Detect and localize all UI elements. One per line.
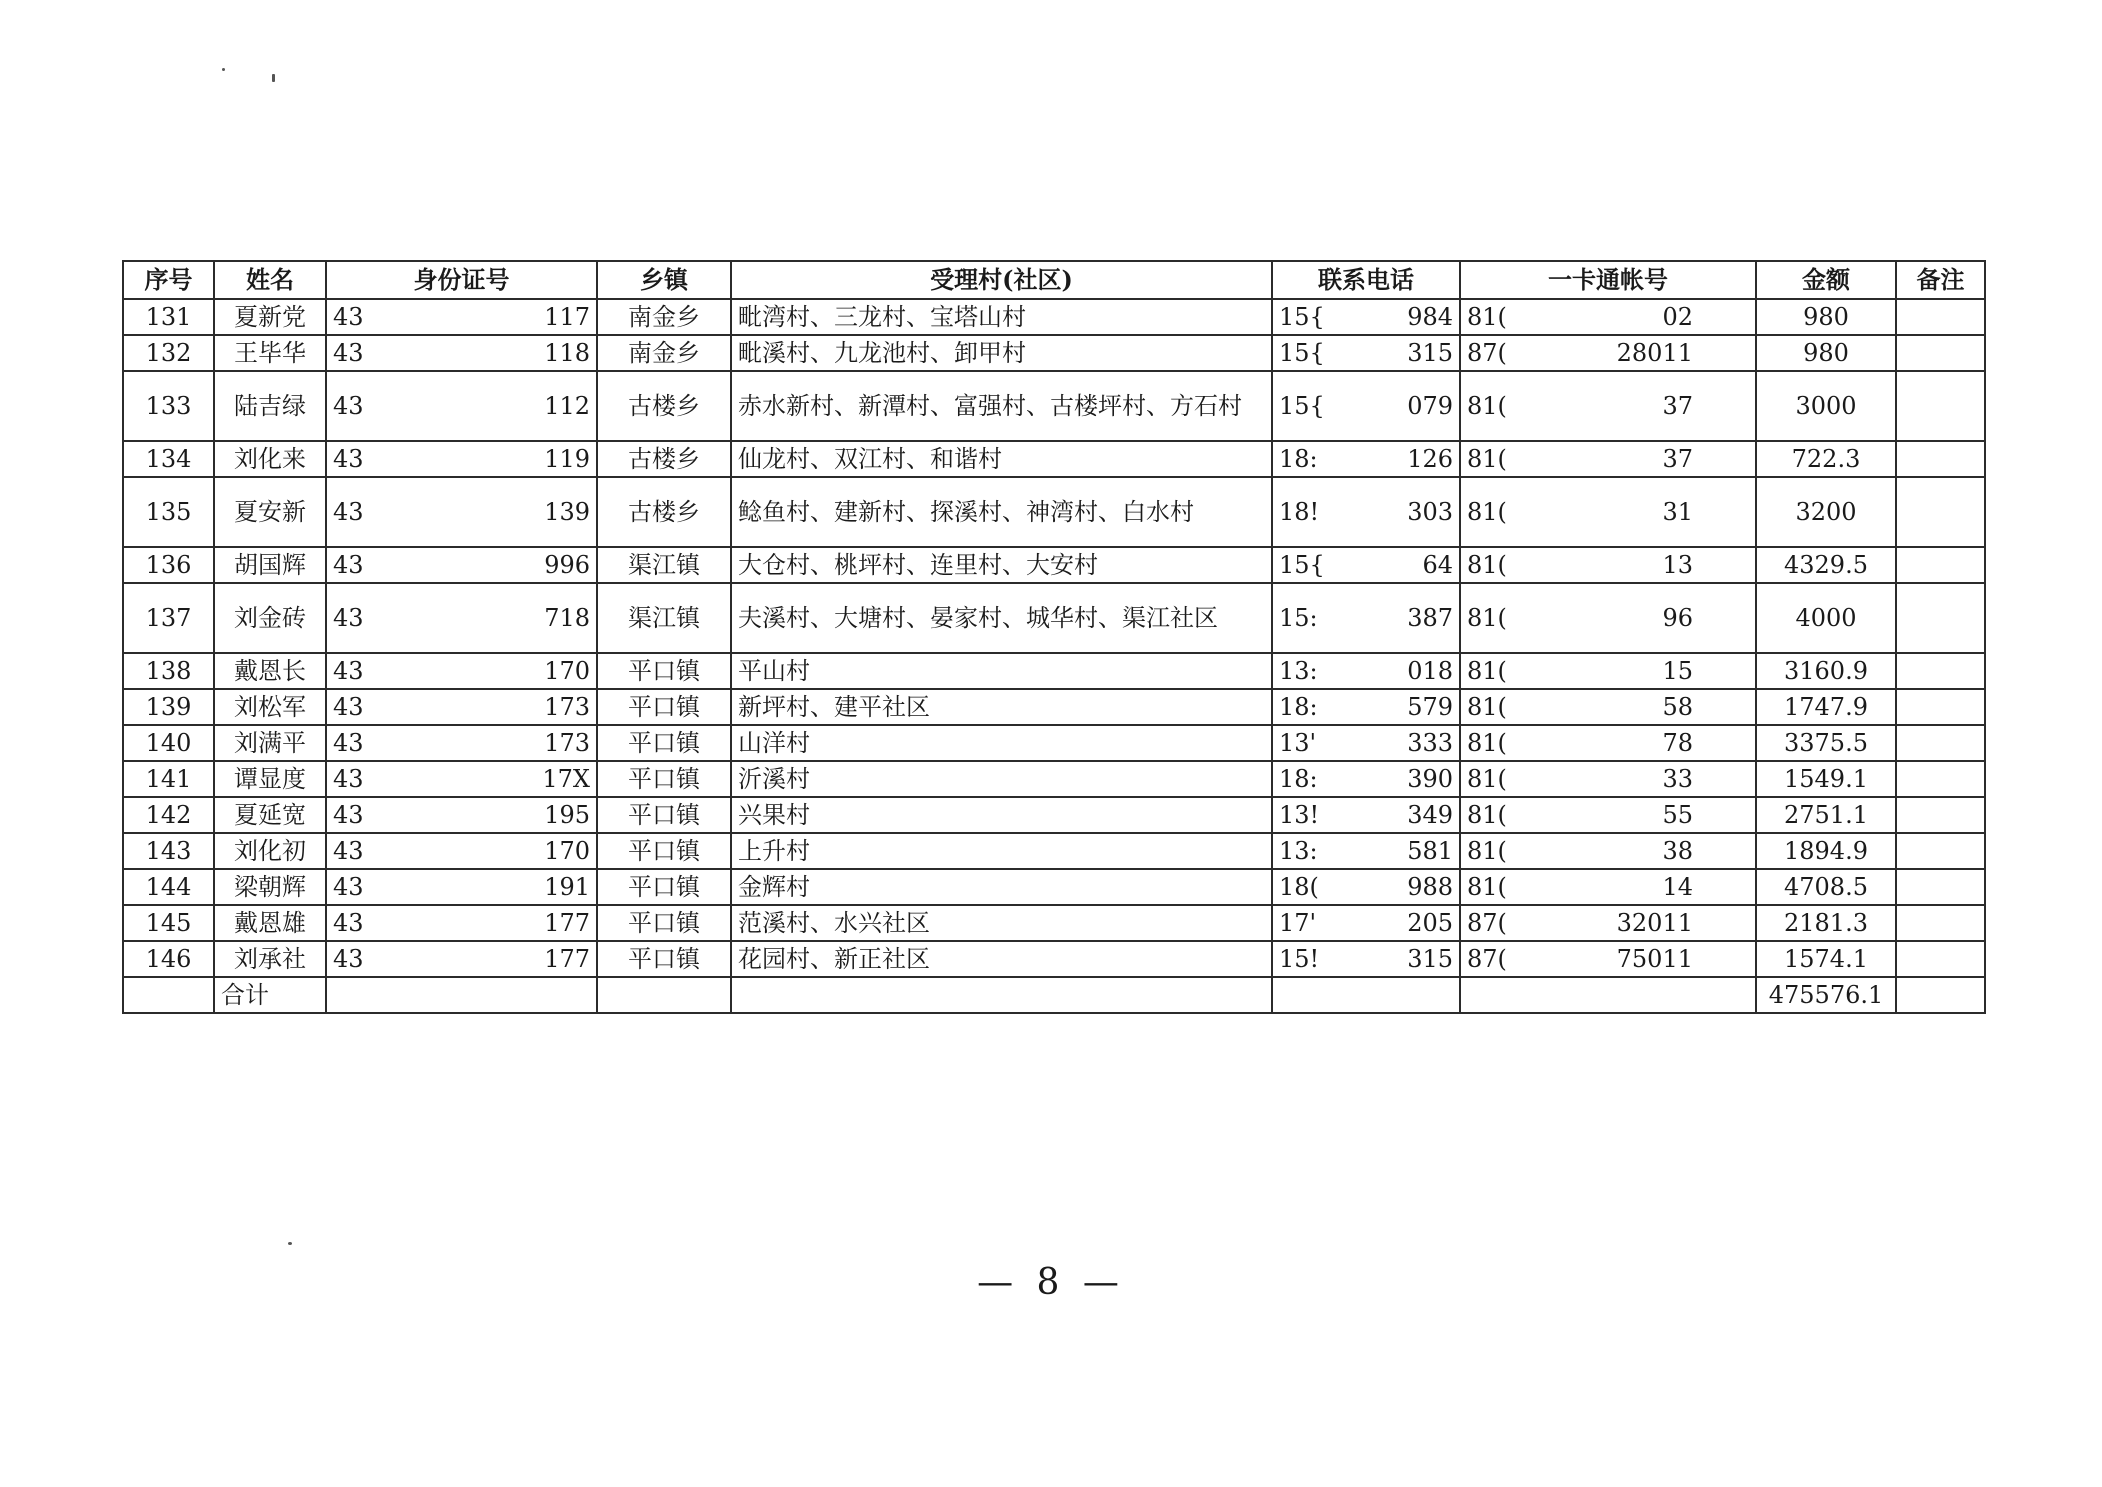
id-number-end: 17X [542,765,590,793]
header-row [123,261,1985,299]
cell-town: 古楼乡 [597,477,731,547]
cell-id-number [326,905,597,941]
cell-no: 136 [123,547,214,583]
cell-phone [1272,833,1460,869]
cell-account [1460,653,1756,689]
id-number-end: 195 [544,801,590,829]
cell-note [1896,335,1985,371]
phone-end: 315 [1407,339,1453,367]
cell-account [1460,689,1756,725]
table-row [123,905,1985,941]
cell-account [1460,905,1756,941]
cell-account [1460,797,1756,833]
cell-id-number [326,941,597,977]
cell-amount: 2181.3 [1756,905,1896,941]
account-start: 81( [1467,551,1507,579]
total-cell-empty [597,977,731,1013]
col-header-town: 乡镇 [597,261,731,299]
id-number-end: 170 [544,657,590,685]
total-cell-empty [1272,977,1460,1013]
cell-account [1460,583,1756,653]
cell-no: 144 [123,869,214,905]
id-number-start: 43 [333,392,364,420]
account-end: 28011 [1616,339,1693,367]
id-number-end: 112 [544,392,590,420]
cell-town: 古楼乡 [597,441,731,477]
table-row [123,797,1985,833]
cell-town: 平口镇 [597,869,731,905]
cell-name: 刘承社 [214,941,326,977]
cell-town: 南金乡 [597,335,731,371]
phone-start: 15{ [1279,339,1325,367]
cell-account [1460,299,1756,335]
cell-id-number [326,335,597,371]
cell-amount: 1894.9 [1756,833,1896,869]
cell-amount: 3375.5 [1756,725,1896,761]
cell-no: 143 [123,833,214,869]
cell-village: 上升村 [731,833,1272,869]
table-row [123,941,1985,977]
cell-no: 139 [123,689,214,725]
phone-end: 315 [1407,945,1453,973]
id-number-end: 117 [544,303,590,331]
cell-village: 毗溪村、九龙池村、卸甲村 [731,335,1272,371]
cell-no: 131 [123,299,214,335]
cell-id-number [326,477,597,547]
phone-end: 581 [1407,837,1453,865]
phone-end: 205 [1407,909,1453,937]
table-row [123,653,1985,689]
cell-town: 古楼乡 [597,371,731,441]
id-number-start: 43 [333,657,364,685]
phone-end: 126 [1407,445,1453,473]
phone-start: 18( [1279,873,1319,901]
cell-town: 平口镇 [597,689,731,725]
cell-no: 138 [123,653,214,689]
cell-town: 平口镇 [597,833,731,869]
account-start: 81( [1467,445,1507,473]
cell-name: 王毕华 [214,335,326,371]
cell-note [1896,761,1985,797]
cell-account [1460,441,1756,477]
col-header-village: 受理村(社区) [731,261,1272,299]
phone-start: 13' [1279,729,1317,757]
cell-no: 140 [123,725,214,761]
cell-phone [1272,441,1460,477]
id-number-start: 43 [333,303,364,331]
account-end: 02 [1662,303,1693,331]
phone-start: 18: [1279,693,1318,721]
cell-town: 平口镇 [597,941,731,977]
cell-id-number [326,761,597,797]
account-start: 87( [1467,339,1507,367]
cell-no: 134 [123,441,214,477]
col-header-phone: 联系电话 [1272,261,1460,299]
cell-amount: 3000 [1756,371,1896,441]
cell-town: 平口镇 [597,905,731,941]
cell-village: 范溪村、水兴社区 [731,905,1272,941]
cell-id-number [326,441,597,477]
total-cell-empty [123,977,214,1013]
phone-end: 390 [1407,765,1453,793]
col-header-amount: 金额 [1756,261,1896,299]
table-row [123,833,1985,869]
phone-start: 13: [1279,657,1318,685]
phone-start: 18! [1279,498,1320,526]
cell-amount: 1747.9 [1756,689,1896,725]
cell-phone [1272,689,1460,725]
cell-village: 沂溪村 [731,761,1272,797]
account-end: 14 [1662,873,1693,901]
account-end: 58 [1662,693,1693,721]
col-header-name: 姓名 [214,261,326,299]
cell-phone [1272,477,1460,547]
cell-amount: 2751.1 [1756,797,1896,833]
table-row [123,725,1985,761]
table-row [123,299,1985,335]
cell-amount: 3160.9 [1756,653,1896,689]
phone-end: 303 [1407,498,1453,526]
id-number-start: 43 [333,909,364,937]
cell-account [1460,725,1756,761]
phone-start: 15{ [1279,551,1325,579]
cell-no: 132 [123,335,214,371]
id-number-end: 119 [544,445,590,473]
table-row [123,441,1985,477]
cell-id-number [326,653,597,689]
account-start: 81( [1467,765,1507,793]
cell-name: 梁朝辉 [214,869,326,905]
cell-name: 戴恩雄 [214,905,326,941]
account-end: 31 [1662,498,1693,526]
cell-phone [1272,941,1460,977]
phone-start: 15{ [1279,303,1325,331]
total-row [123,977,1985,1013]
cell-no: 146 [123,941,214,977]
table-row [123,583,1985,653]
table-row [123,869,1985,905]
cell-account [1460,547,1756,583]
cell-amount: 4708.5 [1756,869,1896,905]
total-label: 合计 [214,977,326,1013]
cell-id-number [326,299,597,335]
cell-town: 南金乡 [597,299,731,335]
phone-end: 984 [1407,303,1453,331]
account-end: 37 [1662,445,1693,473]
cell-id-number [326,797,597,833]
account-start: 81( [1467,498,1507,526]
table-row [123,477,1985,547]
cell-village: 仙龙村、双江村、和谐村 [731,441,1272,477]
phone-start: 15{ [1279,392,1325,420]
id-number-end: 177 [544,945,590,973]
phone-start: 15: [1279,604,1318,632]
cell-note [1896,477,1985,547]
cell-town: 渠江镇 [597,547,731,583]
scan-speck [272,74,275,82]
cell-phone [1272,869,1460,905]
phone-end: 988 [1407,873,1453,901]
phone-end: 018 [1407,657,1453,685]
table-row [123,335,1985,371]
account-end: 37 [1662,392,1693,420]
scan-speck [288,1242,292,1245]
phone-start: 18: [1279,445,1318,473]
cell-phone [1272,905,1460,941]
id-number-start: 43 [333,445,364,473]
cell-amount: 4329.5 [1756,547,1896,583]
cell-note [1896,689,1985,725]
phone-end: 349 [1407,801,1453,829]
cell-name: 刘化来 [214,441,326,477]
cell-no: 141 [123,761,214,797]
account-end: 13 [1662,551,1693,579]
cell-name: 夏延宽 [214,797,326,833]
cell-id-number [326,547,597,583]
cell-name: 刘满平 [214,725,326,761]
id-number-end: 170 [544,837,590,865]
cell-note [1896,833,1985,869]
cell-town: 平口镇 [597,797,731,833]
id-number-end: 173 [544,693,590,721]
cell-note [1896,371,1985,441]
cell-no: 135 [123,477,214,547]
account-start: 81( [1467,873,1507,901]
account-end: 32011 [1616,909,1693,937]
cell-phone [1272,583,1460,653]
cell-amount: 722.3 [1756,441,1896,477]
id-number-end: 718 [544,604,590,632]
cell-id-number [326,869,597,905]
id-number-end: 996 [544,551,590,579]
cell-name: 胡国辉 [214,547,326,583]
register-sheet [122,260,1984,1014]
scan-speck [222,68,225,71]
cell-village: 毗湾村、三龙村、宝塔山村 [731,299,1272,335]
account-start: 81( [1467,693,1507,721]
id-number-start: 43 [333,604,364,632]
cell-note [1896,797,1985,833]
cell-id-number [326,689,597,725]
cell-name: 夏安新 [214,477,326,547]
cell-id-number [326,371,597,441]
cell-village: 赤水新村、新潭村、富强村、古楼坪村、方石村 [731,371,1272,441]
col-header-id-number: 身份证号 [326,261,597,299]
cell-village: 兴果村 [731,797,1272,833]
cell-town: 平口镇 [597,725,731,761]
cell-phone [1272,547,1460,583]
table-body [123,299,1985,977]
phone-start: 17' [1279,909,1317,937]
cell-phone [1272,335,1460,371]
cell-name: 刘化初 [214,833,326,869]
cell-amount: 980 [1756,335,1896,371]
id-number-start: 43 [333,837,364,865]
cell-name: 谭显度 [214,761,326,797]
cell-no: 137 [123,583,214,653]
phone-start: 13: [1279,837,1318,865]
cell-no: 133 [123,371,214,441]
cell-town: 平口镇 [597,761,731,797]
account-end: 55 [1662,801,1693,829]
phone-start: 15! [1279,945,1320,973]
table-row [123,371,1985,441]
col-header-account: 一卡通帐号 [1460,261,1756,299]
cell-name: 刘金砖 [214,583,326,653]
total-cell-empty [1896,977,1985,1013]
id-number-start: 43 [333,765,364,793]
cell-name: 夏新党 [214,299,326,335]
cell-amount: 4000 [1756,583,1896,653]
cell-note [1896,441,1985,477]
account-end: 38 [1662,837,1693,865]
account-start: 81( [1467,837,1507,865]
cell-town: 渠江镇 [597,583,731,653]
account-start: 87( [1467,945,1507,973]
phone-end: 387 [1407,604,1453,632]
id-number-start: 43 [333,498,364,526]
id-number-start: 43 [333,551,364,579]
cell-village: 山洋村 [731,725,1272,761]
account-end: 75011 [1616,945,1693,973]
col-header-no: 序号 [123,261,214,299]
cell-note [1896,941,1985,977]
table-row [123,689,1985,725]
account-start: 81( [1467,303,1507,331]
phone-start: 13! [1279,801,1320,829]
subsidy-register-table [122,260,1986,1014]
cell-note [1896,299,1985,335]
cell-id-number [326,583,597,653]
account-start: 81( [1467,801,1507,829]
id-number-end: 139 [544,498,590,526]
cell-town: 平口镇 [597,653,731,689]
cell-phone [1272,299,1460,335]
phone-end: 64 [1422,551,1453,579]
cell-account [1460,371,1756,441]
cell-village: 金辉村 [731,869,1272,905]
total-amount: 475576.1 [1756,977,1896,1013]
id-number-start: 43 [333,339,364,367]
cell-village: 夫溪村、大塘村、晏家村、城华村、渠江社区 [731,583,1272,653]
phone-end: 333 [1407,729,1453,757]
cell-village: 大仓村、桃坪村、连里村、大安村 [731,547,1272,583]
id-number-end: 191 [544,873,590,901]
account-start: 81( [1467,657,1507,685]
cell-account [1460,477,1756,547]
cell-note [1896,905,1985,941]
table-row [123,547,1985,583]
cell-phone [1272,761,1460,797]
account-start: 87( [1467,909,1507,937]
id-number-start: 43 [333,693,364,721]
cell-account [1460,869,1756,905]
cell-amount: 1549.1 [1756,761,1896,797]
account-end: 15 [1662,657,1693,685]
cell-village: 鲶鱼村、建新村、探溪村、神湾村、白水村 [731,477,1272,547]
cell-amount: 1574.1 [1756,941,1896,977]
account-start: 81( [1467,392,1507,420]
total-cell-empty [326,977,597,1013]
cell-no: 142 [123,797,214,833]
cell-village: 平山村 [731,653,1272,689]
id-number-end: 177 [544,909,590,937]
cell-village: 新坪村、建平社区 [731,689,1272,725]
cell-note [1896,869,1985,905]
total-cell-empty [731,977,1272,1013]
cell-note [1896,725,1985,761]
account-end: 96 [1662,604,1693,632]
cell-phone [1272,653,1460,689]
cell-account [1460,335,1756,371]
id-number-start: 43 [333,801,364,829]
cell-amount: 980 [1756,299,1896,335]
cell-phone [1272,797,1460,833]
id-number-end: 118 [544,339,590,367]
cell-account [1460,833,1756,869]
col-header-note: 备注 [1896,261,1985,299]
cell-no: 145 [123,905,214,941]
id-number-start: 43 [333,945,364,973]
cell-name: 刘松军 [214,689,326,725]
total-cell-empty [1460,977,1756,1013]
account-end: 33 [1662,765,1693,793]
account-start: 81( [1467,729,1507,757]
cell-phone [1272,371,1460,441]
cell-account [1460,761,1756,797]
cell-village: 花园村、新正社区 [731,941,1272,977]
cell-note [1896,653,1985,689]
page-number: — 8 — [977,1262,1125,1303]
account-start: 81( [1467,604,1507,632]
account-end: 78 [1662,729,1693,757]
cell-id-number [326,833,597,869]
cell-amount: 3200 [1756,477,1896,547]
id-number-start: 43 [333,729,364,757]
cell-note [1896,583,1985,653]
cell-note [1896,547,1985,583]
phone-end: 079 [1407,392,1453,420]
phone-end: 579 [1407,693,1453,721]
table-row [123,761,1985,797]
cell-phone [1272,725,1460,761]
cell-name: 陆吉绿 [214,371,326,441]
cell-name: 戴恩长 [214,653,326,689]
phone-start: 18: [1279,765,1318,793]
cell-id-number [326,725,597,761]
id-number-end: 173 [544,729,590,757]
id-number-start: 43 [333,873,364,901]
cell-account [1460,941,1756,977]
